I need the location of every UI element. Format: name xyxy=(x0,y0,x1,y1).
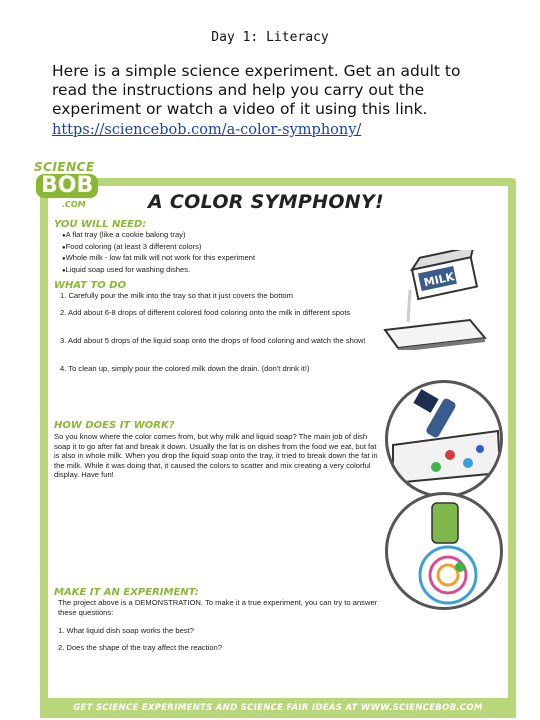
you-will-need-header: YOU WILL NEED: xyxy=(54,219,147,230)
step-item: 1. Carefully pour the milk into the tray so that it just covers the bottom xyxy=(60,291,293,300)
logo-line-com: .COM xyxy=(62,200,86,209)
explanation-text: So you know where the color comes from, but why milk and liquid soap? The main job of dish soap it to go after fat and break it down. Usually the fat is on dishes from the food we eat, but fat is also in whole milk. When you drop the liquid soap onto the tray, it tried to break down the fat in the milk. While it was doing that, it caused the colors to scatter and mix creating a very colorful display. Have fun! xyxy=(54,432,378,480)
step-item: 3. Add about 5 drops of the liquid soap onto the drops of food coloring and watch the show! xyxy=(60,336,366,345)
list-item: ● Whole milk - low fat milk will not work for this experiment xyxy=(62,253,255,265)
make-it-an-experiment-header: MAKE IT AN EXPERIMENT: xyxy=(54,587,199,598)
milk-label: MILK xyxy=(422,270,456,290)
list-item: ● Food coloring (at least 3 different colors) xyxy=(62,242,255,254)
experiment-link[interactable]: https://sciencebob.com/a-color-symphony/ xyxy=(52,122,362,138)
milk-pouring-illustration xyxy=(380,250,490,350)
list-item: ● A flat tray (like a cookie baking tray) xyxy=(62,230,255,242)
soap-bottle-icon xyxy=(388,495,500,607)
food-coloring-drops-icon xyxy=(388,383,500,495)
logo-line-science: SCIENCE xyxy=(34,160,95,174)
worksheet-footer: GET SCIENCE EXPERIMENTS AND SCIENCE FAIR IDEAS AT WWW.SCIENCEBOB.COM xyxy=(40,698,516,718)
step-item: 2. Add about 6-8 drops of different colored food coloring onto the milk in different spots xyxy=(60,308,351,317)
logo-line-bob: BOB xyxy=(36,174,98,198)
question-item: 1. What liquid dish soap works the best? xyxy=(58,626,194,635)
question-item: 2. Does the shape of the tray affect the reaction? xyxy=(58,643,223,652)
intro-text: Here is a simple science experiment. Get an adult to read the instructions and help you carry out the experiment or watch a video of it using this link. xyxy=(52,62,461,118)
soap-swirl-illustration xyxy=(385,492,503,610)
worksheet-title: A COLOR SYMPHONY! xyxy=(148,191,384,213)
page-title: Day 1: Literacy xyxy=(211,30,329,45)
how-does-it-work-header: HOW DOES IT WORK? xyxy=(54,420,175,431)
what-to-do-header: WHAT TO DO xyxy=(54,280,127,291)
list-item: ● Liquid soap used for washing dishes. xyxy=(62,265,255,277)
experiment-intro: The project above is a DEMONSTRATION. To make it a true experiment, you can try to answer these questions: xyxy=(58,598,378,617)
sciencebob-logo xyxy=(34,160,104,210)
materials-list xyxy=(62,230,255,276)
dropper-tray-illustration xyxy=(385,380,503,498)
step-item: 4. To clean up, simply pour the colored milk down the drain. (don't drink it!) xyxy=(60,364,310,373)
